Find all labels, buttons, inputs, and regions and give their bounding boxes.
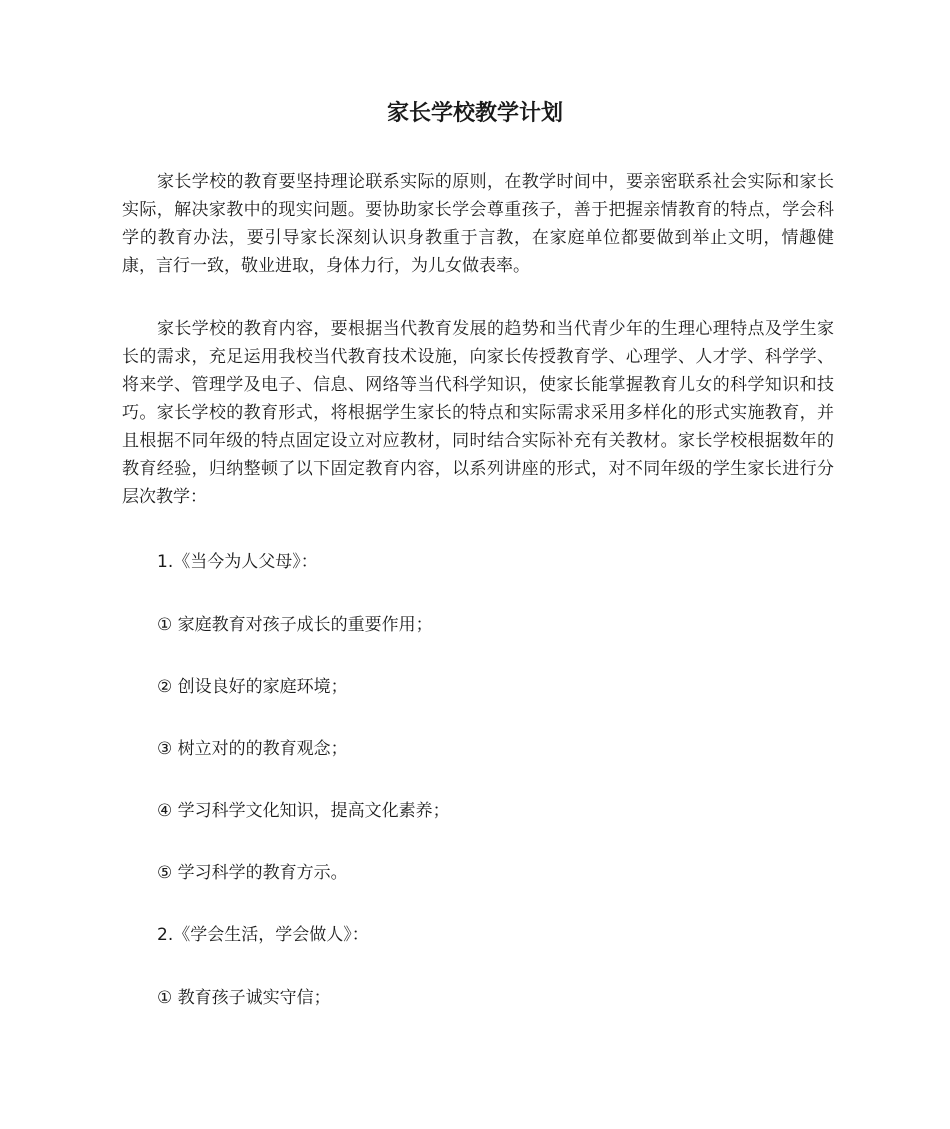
paragraph-principles: 家长学校的教育要坚持理论联系实际的原则，在教学时间中，要亲密联系社会实际和家长实际，解决家教中的现实问题。要协助家长学会尊重孩子，善于把握亲情教育的特点，学会科学的教育办法，要引导家长深刻认识身教重于言教，在家庭单位都要做到举止文明，情趣健康，言行一致，敬业进取，身体力行，为儿女做表率。 bbox=[122, 172, 834, 276]
lecture-heading-1: 1.《当今为人父母》： bbox=[157, 552, 318, 572]
list-item: ① 教育孩子诚实守信； bbox=[157, 988, 331, 1008]
paragraph-content-and-form: 家长学校的教育内容，要根据当代教育发展的趋势和当代青少年的生理心理特点及学生家长的需求，充足运用我校当代教育技术设施，向家长传授教育学、心理学、人才学、科学学、将来学、管理学及电子、信息、网络等当代科学知识，使家长能掌握教育儿女的科学知识和技巧。家长学校的教育形式，将根据学生家长的特点和实际需求采用多样化的形式实施教育，并且根据不同年级的特点固定设立对应教材，同时结合实际补充有关教材。家长学校根据数年的教育经验，归纳整顿了以下固定教育内容，以系列讲座的形式，对不同年级的学生家长进行分层次教学： bbox=[122, 319, 834, 507]
list-item: ⑤ 学习科学的教育方示。 bbox=[157, 863, 348, 883]
list-item: ③ 树立对的的教育观念； bbox=[157, 739, 348, 759]
list-item: ④ 学习科学文化知识，提高文化素养； bbox=[157, 801, 450, 821]
list-item: ② 创设良好的家庭环境； bbox=[157, 677, 348, 697]
document-title: 家长学校教学计划 bbox=[386, 101, 563, 126]
list-item: ① 家庭教育对孩子成长的重要作用； bbox=[157, 615, 433, 635]
lecture-heading-2: 2.《学会生活，学会做人》： bbox=[157, 925, 369, 945]
